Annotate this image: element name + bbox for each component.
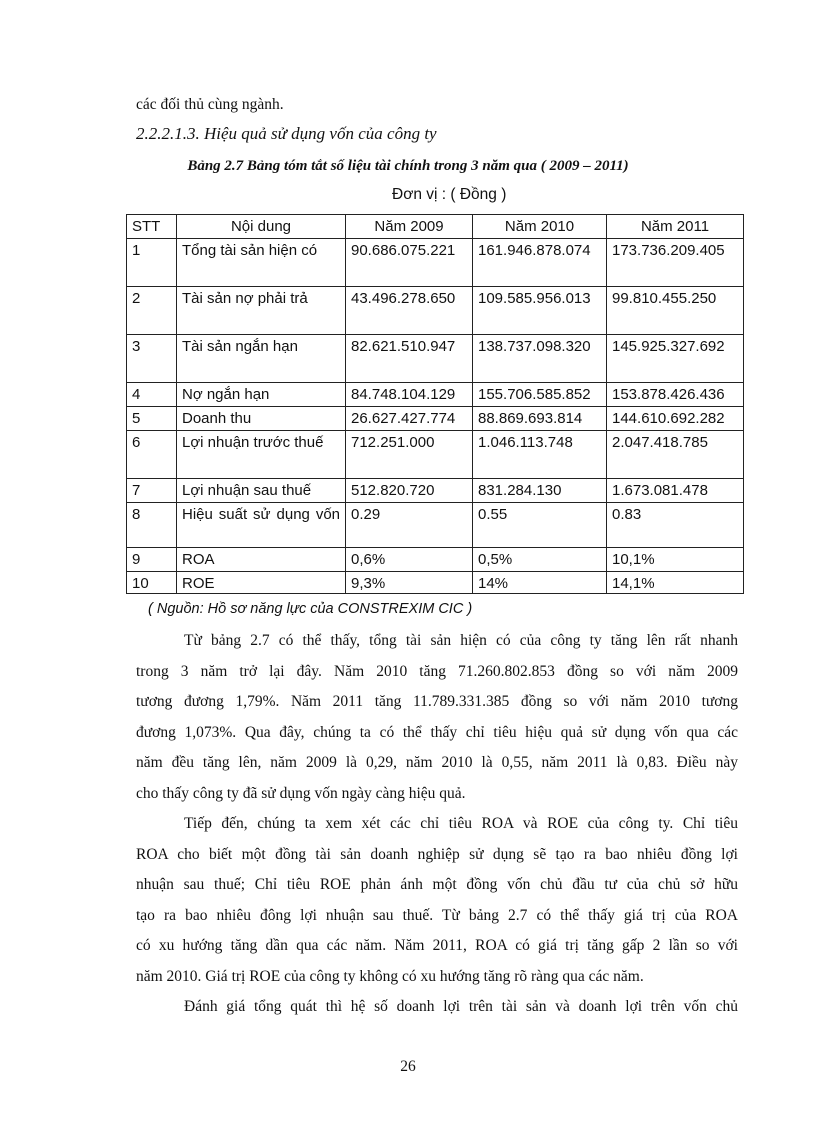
source-note: ( Nguồn: Hồ sơ năng lực của CONSTREXIM CIC ): [148, 601, 473, 617]
cell-2009: 0.29: [346, 503, 473, 548]
paragraph-line: năm 2010. Giá trị ROE của công ty không có xu hướng tăng rõ ràng qua các năm.: [136, 967, 644, 985]
cell-2010: 138.737.098.320: [473, 335, 607, 383]
table-row: [127, 239, 744, 287]
paragraph: [136, 992, 738, 1023]
cell-2010: 14%: [473, 572, 607, 594]
cell-stt: 8: [127, 503, 177, 548]
paragraph-line: nhuận sau thuế; Chỉ tiêu ROE phản ánh một đồng vốn chủ đầu tư của chủ sở hữu: [136, 876, 738, 893]
financial-summary-table: [126, 214, 744, 594]
paragraph-line: Từ bảng 2.7 có thể thấy, tổng tài sản hiện có của công ty tăng lên rất nhanh: [184, 632, 738, 649]
paragraph-line: tương đương 1,79%. Năm 2011 tăng 11.789.331.385 đồng so với năm 2010 tương: [136, 693, 738, 710]
paragraph-line: đương 1,073%. Qua đây, chúng ta có thể thấy chỉ tiêu hiệu quả sử dụng vốn qua các: [136, 723, 738, 741]
paragraph-line: có xu hướng tăng dần qua các năm. Năm 2011, ROA có giá trị tăng gấp 2 lần so với: [136, 937, 738, 954]
cell-2010: 831.284.130: [473, 479, 607, 503]
paragraph: [136, 809, 738, 992]
table-row: [127, 503, 744, 548]
cell-content: ROE: [177, 572, 346, 594]
table-row: [127, 431, 744, 479]
cell-2011: 145.925.327.692: [607, 335, 744, 383]
cell-2009: 43.496.278.650: [346, 287, 473, 335]
table-caption: Bảng 2.7 Bảng tóm tắt số liệu tài chính trong 3 năm qua ( 2009 – 2011): [187, 158, 629, 174]
cell-2010: 1.046.113.748: [473, 431, 607, 479]
paragraph-line: tạo ra bao nhiêu đông lợi nhuận sau thuế. Từ bảng 2.7 có thể thấy giá trị của ROA: [136, 906, 738, 924]
cell-2011: 144.610.692.282: [607, 407, 744, 431]
cell-2009: 82.621.510.947: [346, 335, 473, 383]
section-heading: 2.2.2.1.3. Hiệu quả sử dụng vốn của công ty: [136, 124, 437, 143]
cell-2009: 0,6%: [346, 548, 473, 572]
table-row: [127, 287, 744, 335]
page-number: 26: [400, 1058, 416, 1075]
header-content: Nội dung: [177, 215, 346, 239]
cell-2009: 26.627.427.774: [346, 407, 473, 431]
table-row: [127, 479, 744, 503]
cell-content: ROA: [177, 548, 346, 572]
cell-2009: 712.251.000: [346, 431, 473, 479]
cell-2010: 0.55: [473, 503, 607, 548]
table-row: [127, 572, 744, 594]
cell-2011: 1.673.081.478: [607, 479, 744, 503]
paragraph-line: Đánh giá tổng quát thì hệ số doanh lợi trên tài sản và doanh lợi trên vốn chủ: [184, 998, 738, 1015]
cell-content: Tổng tài sản hiện có: [177, 239, 346, 287]
cell-2009: 512.820.720: [346, 479, 473, 503]
cell-stt: 3: [127, 335, 177, 383]
cell-2011: 10,1%: [607, 548, 744, 572]
unit-label: Đơn vị : ( Đồng ): [392, 186, 507, 203]
cell-2011: 173.736.209.405: [607, 239, 744, 287]
paragraph-line: ROA cho biết một đồng tài sản doanh nghiệp sử dụng sẽ tạo ra bao nhiêu đồng lợi: [136, 845, 738, 863]
cell-2010: 161.946.878.074: [473, 239, 607, 287]
cell-content: Tài sản ngắn hạn: [177, 335, 346, 383]
header-2010: Năm 2010: [473, 215, 607, 239]
intro-line: các đối thủ cùng ngành.: [136, 96, 284, 113]
cell-stt: 9: [127, 548, 177, 572]
cell-2011: 153.878.426.436: [607, 383, 744, 407]
cell-2010: 155.706.585.852: [473, 383, 607, 407]
cell-stt: 4: [127, 383, 177, 407]
cell-stt: 7: [127, 479, 177, 503]
cell-2010: 0,5%: [473, 548, 607, 572]
cell-2010: 88.869.693.814: [473, 407, 607, 431]
cell-stt: 6: [127, 431, 177, 479]
cell-2011: 99.810.455.250: [607, 287, 744, 335]
paragraph: [136, 626, 738, 809]
cell-stt: 10: [127, 572, 177, 594]
cell-2011: 14,1%: [607, 572, 744, 594]
cell-content: Nợ ngắn hạn: [177, 383, 346, 407]
table-row: [127, 383, 744, 407]
cell-content: Doanh thu: [177, 407, 346, 431]
cell-2011: 0.83: [607, 503, 744, 548]
paragraph-line: năm đều tăng lên, năm 2009 là 0,29, năm 2010 là 0,55, năm 2011 là 0,83. Điều này: [136, 754, 738, 771]
table-row: [127, 407, 744, 431]
cell-stt: 2: [127, 287, 177, 335]
table-row: [127, 548, 744, 572]
cell-2009: 9,3%: [346, 572, 473, 594]
table-row: [127, 335, 744, 383]
cell-content: Lợi nhuận trước thuế: [177, 431, 346, 479]
cell-content: Lợi nhuận sau thuế: [177, 479, 346, 503]
cell-2009: 90.686.075.221: [346, 239, 473, 287]
cell-content: Hiệu suất sử dụng vốn: [177, 503, 346, 548]
header-2009: Năm 2009: [346, 215, 473, 239]
cell-2010: 109.585.956.013: [473, 287, 607, 335]
header-2011: Năm 2011: [607, 215, 744, 239]
paragraph-line: trong 3 năm trở lại đây. Năm 2010 tăng 71.260.802.853 đồng so với năm 2009: [136, 662, 738, 680]
cell-content: Tài sản nợ phải trả: [177, 287, 346, 335]
cell-2011: 2.047.418.785: [607, 431, 744, 479]
cell-2009: 84.748.104.129: [346, 383, 473, 407]
header-stt: STT: [127, 215, 177, 239]
table-header-row: [127, 215, 744, 239]
paragraph-line: Tiếp đến, chúng ta xem xét các chỉ tiêu ROA và ROE của công ty. Chỉ tiêu: [184, 815, 738, 832]
cell-stt: 5: [127, 407, 177, 431]
paragraph-line: cho thấy công ty đã sử dụng vốn ngày càng hiệu quả.: [136, 784, 466, 802]
cell-stt: 1: [127, 239, 177, 287]
